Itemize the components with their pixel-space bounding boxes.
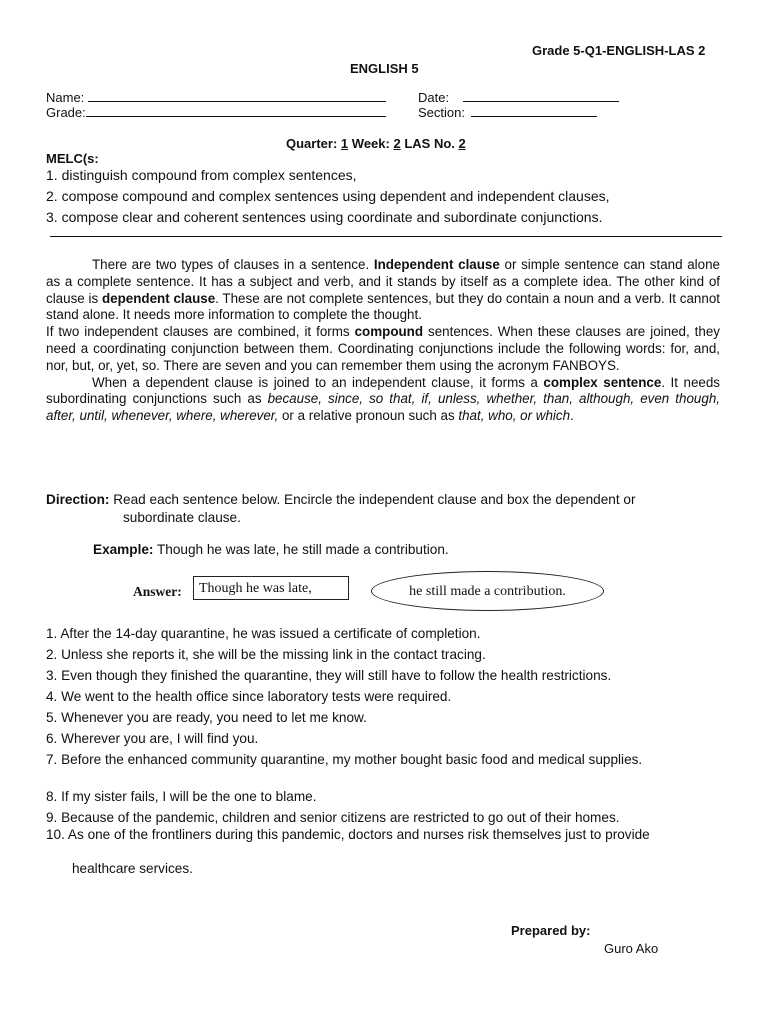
term-complex-sentence: complex sentence xyxy=(543,374,662,390)
exercise-item: 2. Unless she reports it, she will be the missing link in the contact tracing. xyxy=(46,647,486,662)
discussion xyxy=(46,257,720,425)
exercise-item: 10. As one of the frontliners during this pandemic, doctors and nurses risk themselves just to provide xyxy=(46,827,650,842)
melc-item: 1. distinguish compound from complex sentences, xyxy=(46,167,357,183)
melc-heading: MELC(s: xyxy=(46,151,99,166)
example xyxy=(93,542,449,557)
author-name: Guro Ako xyxy=(604,941,659,956)
section-field xyxy=(418,105,597,120)
section-blank xyxy=(471,105,597,117)
quarter-line xyxy=(286,136,466,151)
week-label: Week: xyxy=(351,136,390,151)
term-compound: compound xyxy=(354,324,424,340)
document-title: ENGLISH 5 xyxy=(350,61,419,76)
answer-boxed-clause: Though he was late, xyxy=(193,576,349,600)
direction-label: Direction: xyxy=(46,492,110,507)
melc-item: 3. compose clear and coherent sentences using coordinate and subordinate conjunctions. xyxy=(46,209,603,225)
grade-blank xyxy=(86,105,386,117)
exercise-item-continuation: healthcare services. xyxy=(72,861,193,876)
paragraph-clauses: There are two types of clauses in a sentence. Independent clause or simple sentence can stand alone as a complete sentence. It has a subject and verb, and it stands by itself as a complete idea. The other kind of clause is dependent clause. These are not complete sentences, but they do contain a noun and a verb. It cannot stand alone. It needs more information to complete the thought. xyxy=(46,257,720,323)
exercise-item: 1. After the 14-day quarantine, he was issued a certificate of completion. xyxy=(46,626,481,641)
date-blank xyxy=(463,90,619,102)
exercise-item: 7. Before the enhanced community quarantine, my mother bought basic food and medical supplies. xyxy=(46,752,643,767)
date-field xyxy=(418,90,619,105)
week-value: 2 xyxy=(393,136,401,151)
name-blank xyxy=(88,90,386,102)
exercise-item: 4. We went to the health office since laboratory tests were required. xyxy=(46,689,452,704)
name-field xyxy=(46,90,386,105)
exercise-item: 9. Because of the pandemic, children and senior citizens are restricted to go out of their homes. xyxy=(46,810,620,825)
grade-label: Grade: xyxy=(46,105,86,120)
document-code: Grade 5-Q1-ENGLISH-LAS 2 xyxy=(532,43,706,58)
answer-circled-clause: he still made a contribution. xyxy=(371,571,604,611)
paragraph-compound: If two independent clauses are combined, it forms compound sentences. When these clauses are joined, they need a coordinating conjunction between them. Coordinating conjunctions include the following words: for, and, nor, but, or, yet, so. There are seven and you can remember them using the acronym FANBOYS. xyxy=(46,324,720,373)
quarter-value: 1 xyxy=(340,136,349,151)
direction-text-cont: subordinate clause. xyxy=(123,509,241,525)
paragraph-complex: When a dependent clause is joined to an independent clause, it forms a complex sentence. It needs subordinating conjunctions such as because, since, so that, if, unless, whether, than, although, even though, after, until, whenever, where, wherever, or a relative pronoun such as that, who, or which. xyxy=(46,374,720,424)
direction xyxy=(46,491,635,526)
las-value: 2 xyxy=(458,136,466,151)
las-label: LAS No. xyxy=(404,136,455,151)
example-label: Example: xyxy=(93,542,154,557)
grade-field xyxy=(46,105,386,120)
exercise-item: 8. If my sister fails, I will be the one to blame. xyxy=(46,789,317,804)
date-label: Date: xyxy=(418,90,450,105)
answer-label: Answer: xyxy=(133,584,182,599)
section-divider xyxy=(50,236,722,237)
exercise-item: 5. Whenever you are ready, you need to let me know. xyxy=(46,710,367,725)
section-label: Section: xyxy=(418,105,465,120)
exercise-item: 3. Even though they finished the quarantine, they will still have to follow the health restrictions. xyxy=(46,668,612,683)
term-independent-clause: Independent clause xyxy=(373,257,500,272)
prepared-by-label: Prepared by: xyxy=(511,923,591,938)
term-dependent-clause: dependent clause xyxy=(101,290,216,306)
name-label: Name: xyxy=(46,90,85,105)
quarter-label: Quarter: xyxy=(286,136,338,151)
melc-item: 2. compose compound and complex sentences using dependent and independent clauses, xyxy=(46,188,610,204)
direction-text: Read each sentence below. Encircle the independent clause and box the dependent or xyxy=(113,492,636,507)
exercise-item: 6. Wherever you are, I will find you. xyxy=(46,731,259,746)
example-sentence: Though he was late, he still made a contribution. xyxy=(156,542,449,557)
